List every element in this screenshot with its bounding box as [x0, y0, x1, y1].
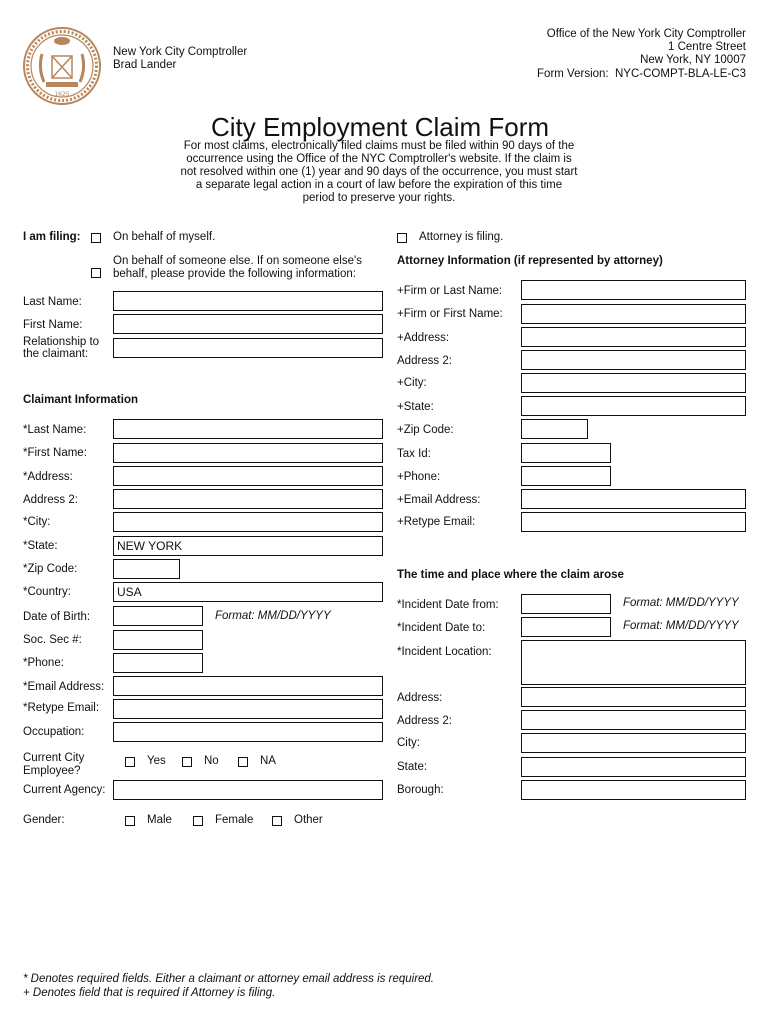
claimant-zip-label: *Zip Code: — [23, 563, 78, 575]
claimant-ssn-input[interactable] — [113, 630, 203, 650]
claimant-phone-label: *Phone: — [23, 657, 64, 669]
attorney-zip-input[interactable] — [521, 419, 588, 439]
claimant-phone-input[interactable] — [113, 653, 203, 673]
rep-relationship-label-2: the claimant: — [23, 348, 89, 360]
intro-line: not resolved within one (1) year and 90 days of the occurrence, you must start — [180, 166, 578, 178]
claimant-country-label: *Country: — [23, 586, 71, 598]
incident-date-from-format: Format: MM/DD/YYYY — [623, 597, 739, 609]
form-version-value: NYC-COMPT-BLA-LE-C3 — [615, 68, 746, 80]
attorney-retype-email-label: +Retype Email: — [397, 516, 476, 528]
office-name: Office of the New York City Comptroller — [546, 28, 746, 40]
filing-self-label: On behalf of myself. — [113, 231, 216, 243]
attorney-phone-label: +Phone: — [397, 471, 441, 483]
incident-borough-select[interactable] — [521, 780, 746, 800]
current-agency-input[interactable] — [113, 780, 383, 800]
filing-other-label-1: On behalf of someone else. If on someone else's — [113, 255, 362, 267]
employee-yes-label: Yes — [147, 755, 166, 767]
claimant-dob-input[interactable] — [113, 606, 203, 626]
attorney-firm-first-input[interactable] — [521, 304, 746, 324]
claimant-heading: Claimant Information — [23, 394, 139, 406]
rep-relationship-input[interactable] — [113, 338, 383, 358]
footer-note-attorney: + Denotes field that is required if Attorney is filing. — [23, 987, 276, 999]
claimant-first-name-label: *First Name: — [23, 447, 87, 459]
claimant-zip-input[interactable] — [113, 559, 180, 579]
comptroller-name: Brad Lander — [113, 59, 177, 71]
current-agency-label: Current Agency: — [23, 784, 106, 796]
claimant-address2-label: Address 2: — [23, 494, 78, 506]
claimant-state-select[interactable]: NEW YORK — [113, 536, 383, 556]
gender-label: Gender: — [23, 814, 65, 826]
claimant-dob-format: Format: MM/DD/YYYY — [215, 610, 331, 622]
incident-state-select[interactable] — [521, 757, 746, 777]
attorney-city-input[interactable] — [521, 373, 746, 393]
intro-line: occurrence using the Office of the NYC Comptroller's website. If the claim is — [186, 153, 572, 165]
incident-city-input[interactable] — [521, 733, 746, 753]
gender-other-checkbox[interactable] — [272, 816, 282, 826]
incident-date-to-format: Format: MM/DD/YYYY — [623, 620, 739, 632]
filing-self-checkbox[interactable] — [91, 233, 101, 243]
incident-date-from-input[interactable] — [521, 594, 611, 614]
attorney-firm-last-label: +Firm or Last Name: — [397, 285, 503, 297]
employee-no-label: No — [204, 755, 219, 767]
incident-state-label: State: — [397, 761, 428, 773]
attorney-firm-last-input[interactable] — [521, 280, 746, 300]
footer-note-required: * Denotes required fields. Either a claimant or attorney email address is required. — [23, 973, 435, 985]
form-version — [537, 68, 746, 81]
filing-label: I am filing: — [23, 231, 81, 243]
incident-borough-label: Borough: — [397, 784, 444, 796]
claimant-email-label: *Email Address: — [23, 681, 105, 693]
incident-date-to-input[interactable] — [521, 617, 611, 637]
attorney-firm-first-label: +Firm or First Name: — [397, 308, 503, 320]
claimant-last-name-label: *Last Name: — [23, 424, 87, 436]
claimant-address2-input[interactable] — [113, 489, 383, 509]
claimant-state-label: *State: — [23, 540, 58, 552]
gender-other-label: Other — [294, 814, 323, 826]
gender-female-checkbox[interactable] — [193, 816, 203, 826]
claimant-dob-label: Date of Birth: — [23, 611, 91, 623]
attorney-retype-email-input[interactable] — [521, 512, 746, 532]
attorney-tax-id-label: Tax Id: — [397, 448, 431, 460]
incident-address-input[interactable] — [521, 687, 746, 707]
employee-no-checkbox[interactable] — [182, 757, 192, 767]
incident-heading: The time and place where the claim arose — [397, 569, 624, 581]
intro-line: a separate legal action in a court of law before the expiration of this time — [195, 179, 563, 191]
claimant-email-input[interactable] — [113, 676, 383, 696]
svg-text:1625: 1625 — [54, 91, 70, 98]
gender-female-label: Female — [215, 814, 254, 826]
claimant-city-input[interactable] — [113, 512, 383, 532]
intro-text — [140, 140, 618, 205]
filing-other-checkbox[interactable] — [91, 268, 101, 278]
attorney-address-input[interactable] — [521, 327, 746, 347]
employee-na-checkbox[interactable] — [238, 757, 248, 767]
attorney-tax-id-input[interactable] — [521, 443, 611, 463]
attorney-address-label: +Address: — [397, 332, 450, 344]
attorney-address2-label: Address 2: — [397, 355, 452, 367]
incident-address2-input[interactable] — [521, 710, 746, 730]
page-title: City Employment Claim Form — [210, 112, 550, 142]
incident-city-label: City: — [397, 737, 420, 749]
claimant-retype-email-input[interactable] — [113, 699, 383, 719]
attorney-address2-input[interactable] — [521, 350, 746, 370]
claimant-address-input[interactable] — [113, 466, 383, 486]
form-version-label: Form Version: — [537, 68, 609, 80]
attorney-state-label: +State: — [397, 401, 434, 413]
filing-other-label-2: behalf, please provide the following information: — [113, 268, 356, 280]
current-employee-label-1: Current City — [23, 752, 85, 764]
office-city: New York, NY 10007 — [640, 54, 746, 66]
rep-first-name-input[interactable] — [113, 314, 383, 334]
attorney-state-select[interactable] — [521, 396, 746, 416]
gender-male-label: Male — [147, 814, 172, 826]
claimant-retype-email-label: *Retype Email: — [23, 702, 100, 714]
intro-line: For most claims, electronically filed claims must be filed within 90 days of the — [183, 140, 575, 152]
filing-attorney-label: Attorney is filing. — [419, 231, 504, 243]
claimant-first-name-input[interactable] — [113, 443, 383, 463]
rep-relationship-label-1: Relationship to — [23, 336, 100, 348]
filing-attorney-checkbox[interactable] — [397, 233, 407, 243]
claimant-occupation-label: Occupation: — [23, 726, 85, 738]
claimant-last-name-input[interactable] — [113, 419, 383, 439]
rep-last-name-input[interactable] — [113, 291, 383, 311]
claimant-country-select[interactable]: USA — [113, 582, 383, 602]
incident-date-to-label: *Incident Date to: — [397, 622, 486, 634]
rep-first-name-label: First Name: — [23, 319, 83, 331]
claimant-ssn-label: Soc. Sec #: — [23, 634, 82, 646]
claimant-address-label: *Address: — [23, 471, 73, 483]
org-name: New York City Comptroller — [113, 46, 248, 58]
attorney-phone-input[interactable] — [521, 466, 611, 486]
attorney-city-label: +City: — [397, 377, 427, 389]
attorney-zip-label: +Zip Code: — [397, 424, 454, 436]
employee-yes-checkbox[interactable] — [125, 757, 135, 767]
attorney-heading: Attorney Information (if represented by attorney) — [397, 255, 663, 267]
rep-last-name-label: Last Name: — [23, 296, 82, 308]
city-seal — [22, 26, 102, 106]
attorney-email-input[interactable] — [521, 489, 746, 509]
incident-address-label: Address: — [397, 692, 443, 704]
attorney-email-label: +Email Address: — [397, 494, 481, 506]
incident-address2-label: Address 2: — [397, 715, 452, 727]
incident-date-from-label: *Incident Date from: — [397, 599, 499, 611]
gender-male-checkbox[interactable] — [125, 816, 135, 826]
intro-line: period to preserve your rights. — [302, 192, 456, 204]
incident-location-label: *Incident Location: — [397, 646, 492, 658]
current-employee-label-2: Employee? — [23, 765, 81, 777]
incident-location-input[interactable] — [521, 640, 746, 685]
claimant-occupation-input[interactable] — [113, 722, 383, 742]
office-street: 1 Centre Street — [668, 41, 746, 53]
claimant-city-label: *City: — [23, 516, 51, 528]
employee-na-label: NA — [260, 755, 276, 767]
